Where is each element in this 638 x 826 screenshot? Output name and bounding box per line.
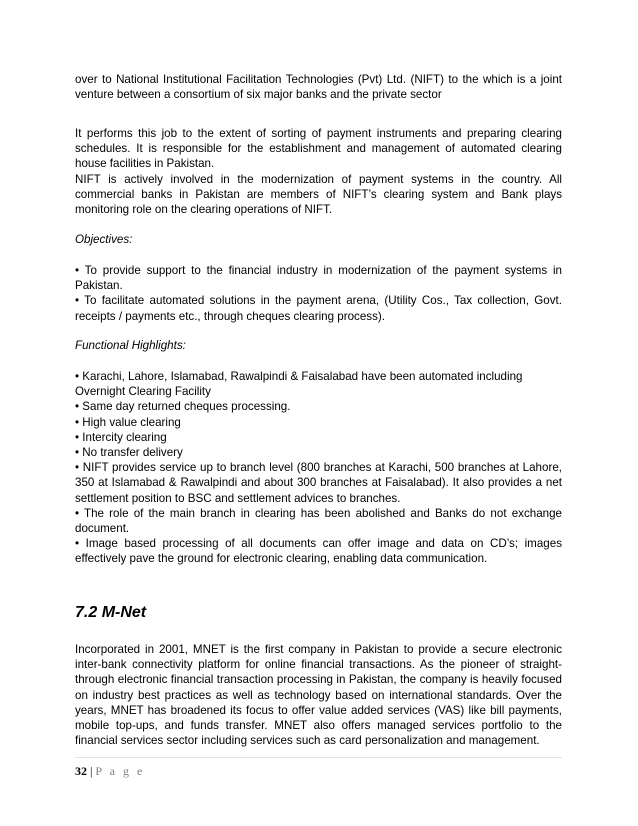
- list-item: • To facilitate automated solutions in the payment arena, (Utility Cos., Tax collection, Govt. receipts / payments etc., through cheques clearing process).: [75, 294, 562, 323]
- objectives-list: [75, 263, 562, 324]
- list-item: • Intercity clearing: [75, 430, 167, 444]
- list-item: • No transfer delivery: [75, 446, 183, 460]
- page-number: 32: [75, 764, 87, 778]
- intro-paragraph: over to National Institutional Facilitation Technologies (Pvt) Ltd. (NIFT) to the which is a joint venture between a consortium of six major banks and the private sector: [75, 73, 562, 102]
- list-item: • To provide support to the financial industry in modernization of the payment systems in Pakistan.: [75, 264, 562, 293]
- performs-paragraph: It performs this job to the extent of sorting of payment instruments and preparing clearing schedules. It is responsible for the establishment and management of automated clearing house facilities in Pakistan.: [75, 127, 562, 171]
- highlights-heading: Functional Highlights:: [75, 339, 186, 352]
- list-item: • Same day returned cheques processing.: [75, 400, 291, 414]
- modernization-paragraph: NIFT is actively involved in the modernization of payment systems in the country. All commercial banks in Pakistan are members of NIFT’s clearing system and Bank plays monitoring role on the clearing operations of NIFT.: [75, 172, 562, 217]
- mnet-paragraph: Incorporated in 2001, MNET is the first company in Pakistan to provide a secure electronic inter-bank connectivity platform for online financial transactions. As the pioneer of straight-through electronic financial transaction processing in Pakistan, the company is heavily focused on industry best practices as well as technology based on international standards. Over the years, MNET has broadened its focus to offer value added services (VAS) like bill payments, mobile top-ups, and funds transfer. MNET also offers managed services portfolio to the financial services sector including services such as card personalization and management.: [75, 643, 562, 748]
- list-item: • The role of the main branch in clearing has been abolished and Banks do not exchange document.: [75, 506, 562, 536]
- page-label: P a g e: [95, 764, 145, 778]
- list-item: • High value clearing: [75, 415, 181, 429]
- section-heading: 7.2 M-Net: [75, 604, 147, 621]
- nift-description: [75, 126, 562, 217]
- page-footer: [75, 764, 145, 779]
- footer-divider: [75, 757, 562, 758]
- objectives-heading: Objectives:: [75, 233, 133, 246]
- list-item: • Image based processing of all documents can offer image and data on CD’s; images effectively pave the ground for electronic clearing, enabling data communication.: [75, 537, 562, 566]
- footer-separator: |: [90, 764, 93, 778]
- list-item: • Karachi, Lahore, Islamabad, Rawalpindi & Faisalabad have been automated including Overnight Clearing Facility: [75, 370, 523, 399]
- highlights-list: [75, 369, 562, 567]
- list-item: • NIFT provides service up to branch level (800 branches at Karachi, 500 branches at Lahore, 350 at Islamabad & Rawalpindi and about 300 branches at Faisalabad). It also provides a net settlement position to BSC and settlement advices to branches.: [75, 461, 562, 505]
